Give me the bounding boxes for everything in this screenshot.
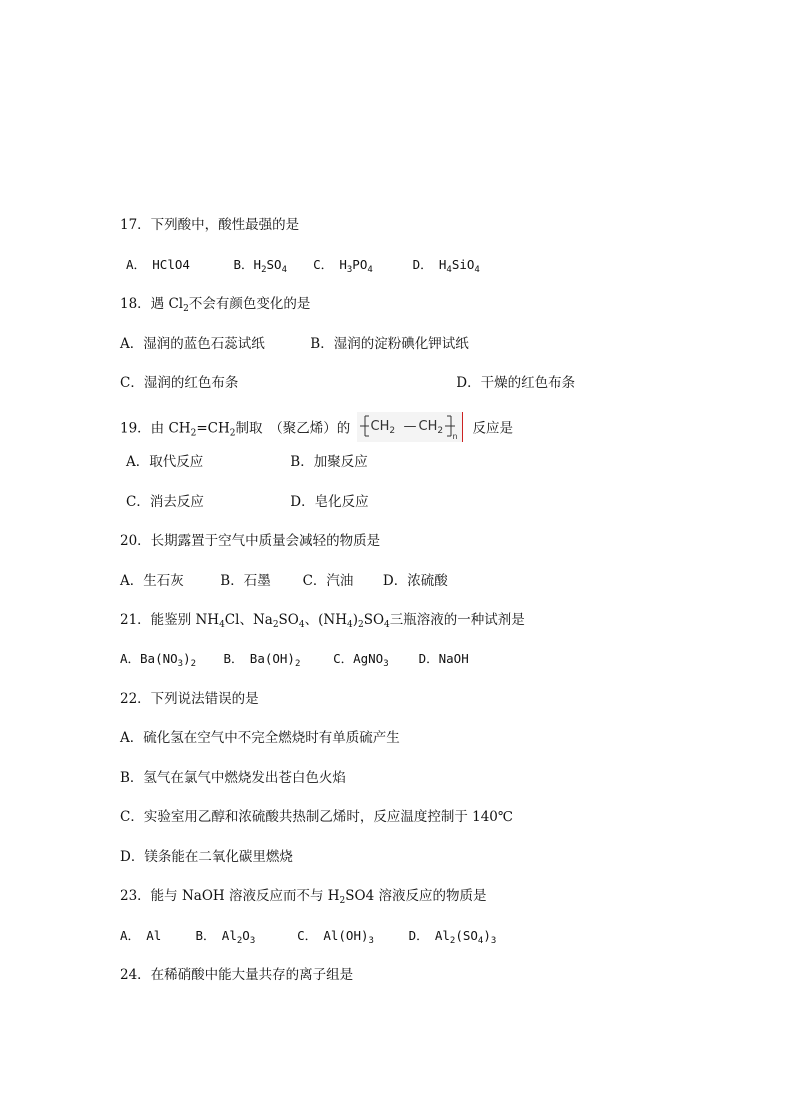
polyethylene-formula	[357, 412, 463, 442]
q23-options	[120, 927, 496, 945]
q19-option-b: B．加聚反应	[290, 454, 368, 470]
q21-option-a: A．$Ba(NO_3)_2$	[120, 651, 197, 669]
q20-stem: 20．长期露置于空气中质量会减轻的物质是	[120, 533, 381, 549]
q17-option-b: B．$H_2SO_4$	[233, 257, 287, 275]
q17-option-c: C． $H_3PO_4$	[313, 257, 373, 275]
q22-stem: 22．下列说法错误的是	[120, 691, 259, 707]
q18-option-d: D．干燥的红色布条	[456, 375, 576, 391]
q23-option-b: B． $Al_2O_3$	[195, 928, 256, 946]
q18-stem: 18．遇 $Cl_2$不会有颜色变化的是	[120, 296, 311, 314]
q19-option-a: A．取代反应	[126, 454, 204, 470]
q19-option-c: C．消去反应	[126, 494, 204, 510]
q20-option-d: D．浓硫酸	[382, 573, 448, 589]
q21-options	[120, 650, 469, 668]
q23-option-a: A． Al	[120, 928, 162, 943]
poly-ch2-left: $CH_2$	[370, 419, 396, 436]
q21-option-c: C．AgNO$_3$	[333, 651, 389, 669]
q22-option-d: D．镁条能在二氧化碳里燃烧	[120, 849, 293, 865]
q21-option-d: D．NaOH	[418, 651, 469, 666]
q21-option-b: B． $Ba(OH)_2$	[223, 651, 301, 669]
q18-options-ab	[120, 335, 469, 353]
q18-option-c: C．湿润的红色布条	[120, 375, 239, 391]
q19-stem: 19．由 $CH_2=CH_2$制取 （聚乙烯）的 $CH_2$ — $CH_2$ n 反应是	[120, 414, 513, 432]
q17-option-d: D． $H_4SiO_4$	[412, 257, 480, 275]
q19-option-d: D．皂化反应	[290, 494, 369, 510]
q18-options-cd	[120, 374, 575, 392]
q20-options	[120, 572, 448, 590]
q23-stem: 23．能与 NaOH 溶液反应而不与 $H_2SO4$ 溶液反应的物质是	[120, 888, 487, 906]
poly-ch2-right: $CH_2$	[418, 419, 444, 436]
q20-option-b: B．石墨	[220, 573, 271, 589]
q24-stem: 24．在稀硝酸中能大量共存的离子组是	[120, 967, 354, 983]
q23-option-d: D． $Al_2(SO_4)_3$	[408, 928, 497, 946]
q20-option-a: A．生石灰	[120, 573, 184, 589]
q21-stem: 21．能鉴别 $NH_4Cl$、$Na_2SO_4$、$(NH_4)_2SO_4$三瓶溶液的一种试剂是	[120, 612, 525, 630]
poly-bond: —	[403, 419, 417, 434]
q18-option-b: B．湿润的淀粉碘化钾试纸	[310, 336, 469, 352]
q17-option-a: A． HClO4	[126, 257, 190, 272]
q17-stem: 17．下列酸中，酸性最强的是	[120, 217, 300, 233]
q18-option-a: A．湿润的蓝色石蕊试纸	[120, 336, 265, 352]
q22-option-c: C．实验室用乙醇和浓硫酸共热制乙烯时，反应温度控制于 140℃	[120, 809, 513, 825]
q22-option-b: B．氢气在氯气中燃烧发出苍白色火焰	[120, 770, 346, 786]
q22-option-a: A．硫化氢在空气中不完全燃烧时有单质硫产生	[120, 730, 400, 746]
q23-option-c: C． $Al(OH)_3$	[297, 928, 374, 946]
q20-option-c: C．汽油	[302, 573, 354, 589]
q19-options-cd	[126, 493, 369, 511]
q19-options-ab	[126, 453, 368, 471]
poly-n: n	[452, 432, 458, 441]
q17-options	[126, 256, 480, 274]
